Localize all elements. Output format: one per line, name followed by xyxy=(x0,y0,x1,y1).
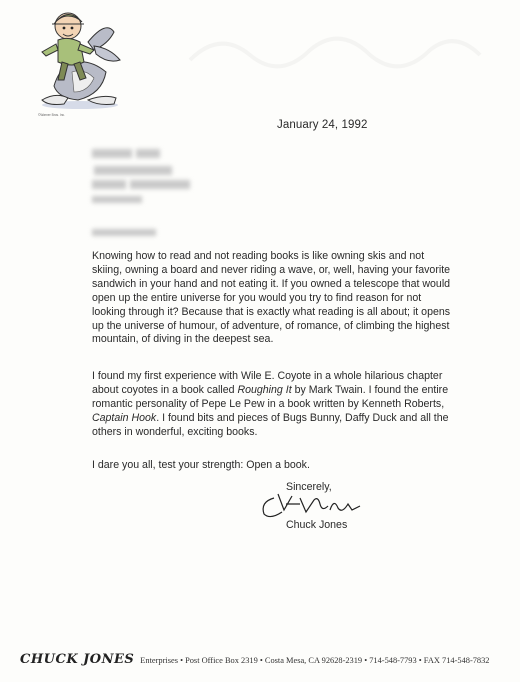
copyright-notice: ©Warner Bros. Inc. xyxy=(38,113,66,117)
book-title: Captain Hook xyxy=(92,411,157,424)
paragraph-cartoon-origins xyxy=(92,370,452,440)
paragraph-text: . I found bits and pieces of Bugs Bunny, Daffy Duck and all the others in wonderful, exciting books. xyxy=(92,411,449,438)
signer-name: Chuck Jones xyxy=(286,519,348,531)
letterhead-footer xyxy=(20,652,510,672)
footer-brand-logo: CHUCK JONES xyxy=(20,652,135,667)
handwritten-signature xyxy=(256,490,366,520)
watermark-signature xyxy=(180,20,490,90)
footer-contact-info: Enterprises • Post Office Box 2319 • Costa Mesa, CA 92628-2319 • 714-548-7793 • FAX 714-548-7832 xyxy=(140,656,490,665)
letter-date: January 24, 1992 xyxy=(277,119,368,131)
cartoon-character-logo xyxy=(28,2,138,122)
closing-salutation: Sincerely, xyxy=(286,481,332,493)
paragraph-dare: I dare you all, test your strength: Open a book. xyxy=(92,459,310,471)
book-title: Roughing It xyxy=(237,383,292,396)
paragraph-text: I found my first experience with Wile E. Coyote in a whole hilarious chapter about coyotes in a book called xyxy=(92,370,443,396)
paragraph-reading: Knowing how to read and not reading books is like owning skis and not skiing, owning a board and never riding a wave, or, well, having your favorite sandwich in your hand and not eating it. If you owned a telescope that would open up the entire universe for you would you try to find reason for not looking through it? Because that is exactly what reading is all about; it opens up the universe of humour, of adventure, of romance, of climbing the highest mountain, of diving in the deepest sea. xyxy=(92,250,451,346)
paragraph-text: by Mark Twain. I found the entire romantic personality of Pepe Le Pew in a book written by Kenneth Roberts, xyxy=(92,383,449,410)
